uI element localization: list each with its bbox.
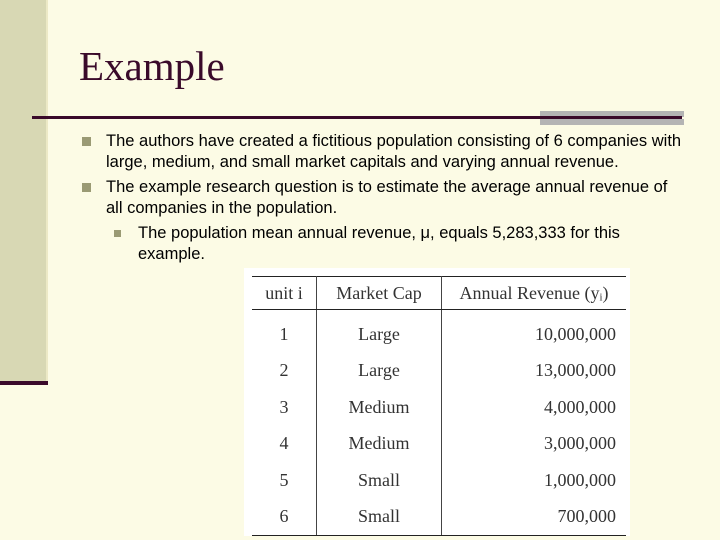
cell-revenue: 13,000,000 xyxy=(535,360,616,381)
table-row xyxy=(252,310,626,353)
cell-unit: 6 xyxy=(252,499,317,536)
bullet-text: The authors have created a fictitious population consisting of 6 companies with large, medium, and small market capitals and varying annual revenue. xyxy=(106,132,682,171)
title-divider xyxy=(32,116,682,119)
bullet-list xyxy=(82,131,682,265)
sub-bullet-item xyxy=(114,223,682,265)
bullet-item xyxy=(82,177,682,219)
cell-unit: 1 xyxy=(252,310,317,353)
side-decoration-bar xyxy=(0,0,46,383)
cell-revenue: 3,000,000 xyxy=(544,433,616,454)
cell-revenue: 1,000,000 xyxy=(544,469,616,490)
bullet-text: The example research question is to estimate the average annual revenue of all companies in the population. xyxy=(106,178,668,217)
square-bullet-icon xyxy=(114,230,121,237)
square-bullet-icon xyxy=(82,137,91,146)
population-table xyxy=(252,276,626,536)
population-table-image xyxy=(244,268,630,536)
cell-revenue: 700,000 xyxy=(442,499,627,536)
header-market-cap: Market Cap xyxy=(317,277,442,310)
slide-title: Example xyxy=(79,43,225,89)
header-annual-revenue: Annual Revenue (yᵢ) xyxy=(442,277,627,310)
bullet-item xyxy=(82,131,682,173)
table-row xyxy=(252,499,626,536)
table-row xyxy=(252,389,626,426)
cell-revenue: 10,000,000 xyxy=(535,323,616,344)
table-row xyxy=(252,462,626,499)
cell-market-cap: Small xyxy=(317,499,442,536)
cell-revenue: 4,000,000 xyxy=(544,396,616,417)
side-decoration-edge xyxy=(46,0,48,383)
cell-unit: 5 xyxy=(252,462,317,499)
cell-market-cap: Medium xyxy=(317,426,442,463)
cell-market-cap: Large xyxy=(317,353,442,390)
table-row xyxy=(252,353,626,390)
side-decoration-line xyxy=(0,381,48,385)
cell-unit: 2 xyxy=(252,353,317,390)
cell-market-cap: Medium xyxy=(317,389,442,426)
cell-market-cap: Small xyxy=(317,462,442,499)
square-bullet-icon xyxy=(82,183,91,192)
cell-unit: 3 xyxy=(252,389,317,426)
sub-bullet-text: The population mean annual revenue, μ, equals 5,283,333 for this example. xyxy=(138,224,620,263)
table-row xyxy=(252,426,626,463)
cell-unit: 4 xyxy=(252,426,317,463)
title-accent-bar-lower xyxy=(540,119,684,125)
table-header-row xyxy=(252,277,626,310)
header-unit: unit i xyxy=(252,277,317,310)
cell-market-cap: Large xyxy=(317,310,442,353)
